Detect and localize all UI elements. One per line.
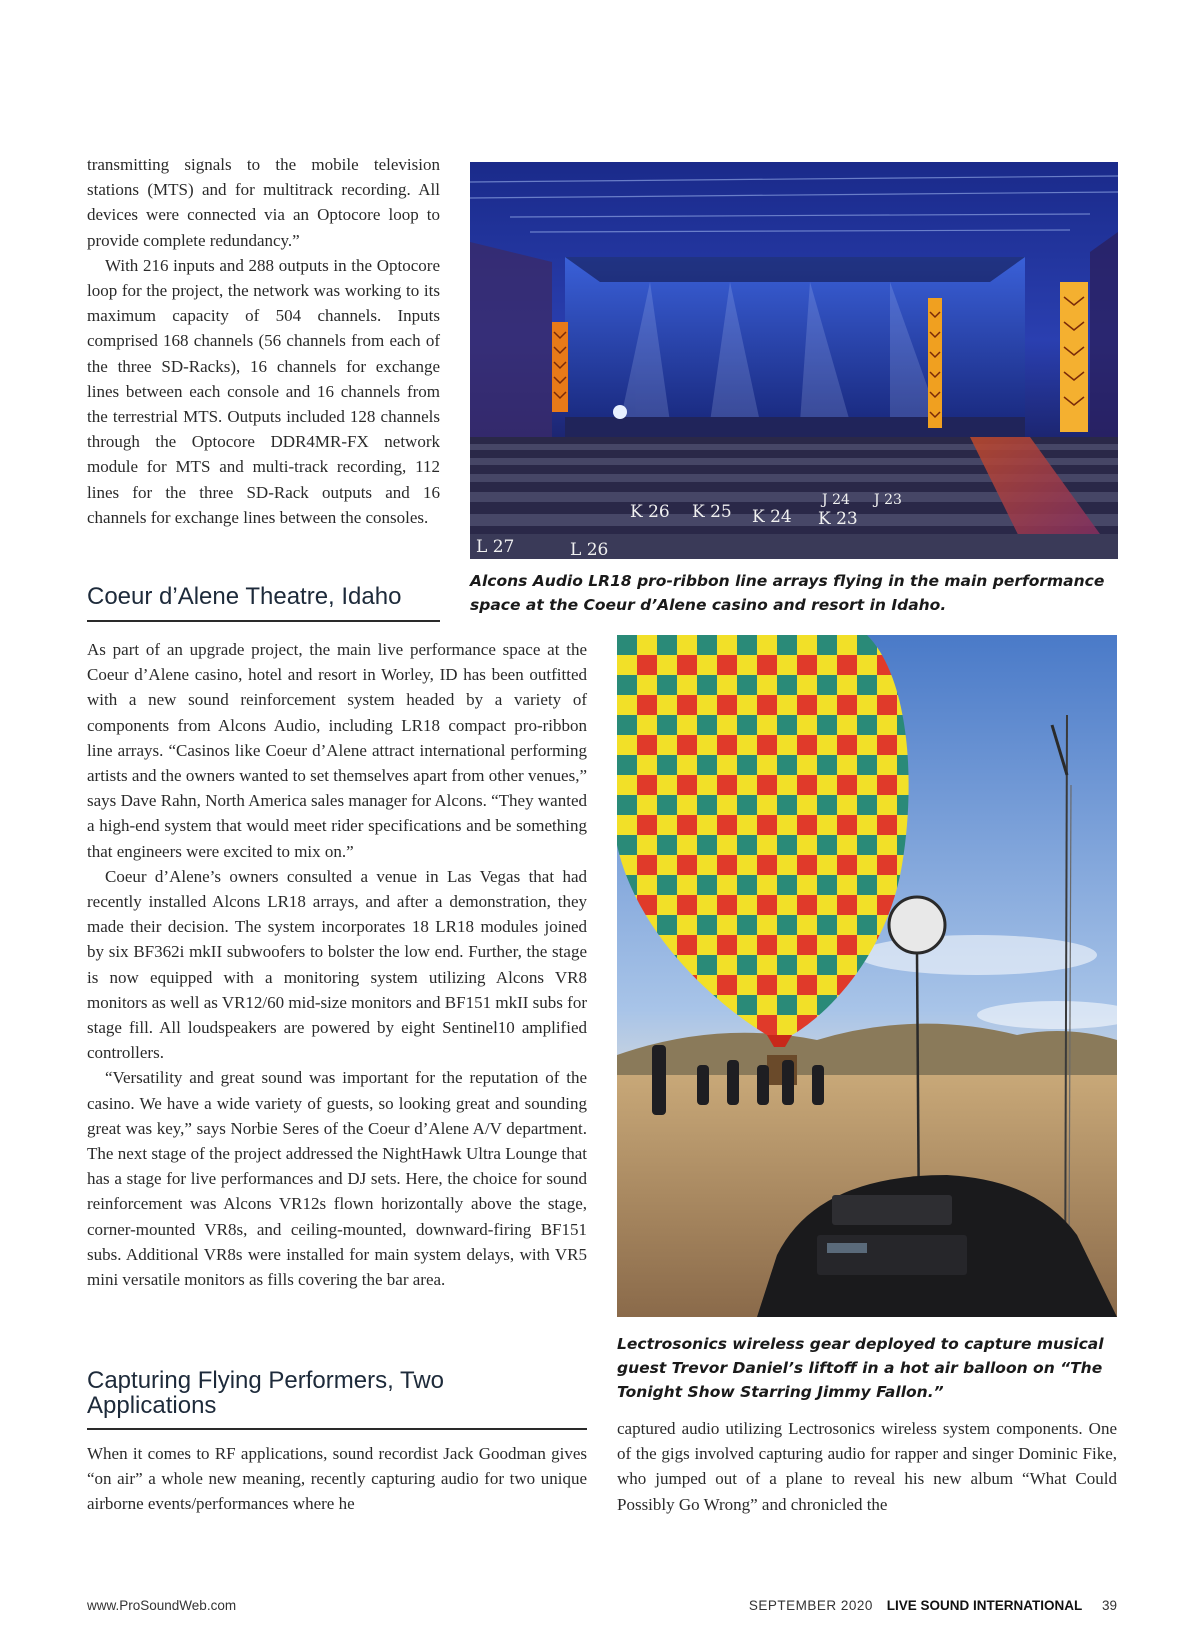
text-column-section2-right xyxy=(617,1416,1117,1517)
section-heading-capturing-flying: Capturing Flying Performers, Two Applications xyxy=(87,1367,445,1419)
balloon-photo xyxy=(617,635,1117,1317)
heading-rule xyxy=(87,620,440,622)
footer-magazine: LIVE SOUND INTERNATIONAL xyxy=(886,1598,1083,1613)
seat-label: L 26 xyxy=(570,540,609,559)
paragraph: “Versatility and great sound was important for the reputation of the casino. We have a wide variety of guests, so looking great and sounding great was key,” says Norbie Seres of the Coeur d’Alene A/V department. The next stage of the project addressed the NightHawk Ultra Lounge that has a stage for live performances and DJ sets. Here, the choice for sound reinforcement was Alcons VR12s flown horizontally above the stage, corner-mounted VR8s, and ceiling-mounted, downward-firing BF151 subs. Additional VR8s were installed for main system delays, with VR5 mini versatile monitors as fills covering the bar area. xyxy=(87,1068,587,1290)
paragraph: Coeur d’Alene’s owners consulted a venue in Las Vegas that had recently installed Alcons LR18 arrays, and after a demonstration, they made their decision. The system incorporates 18 LR18 modules joined by six BF362i mkII subwoofers to bolster the low end. Further, the stage is now equipped with a monitoring system utilizing Alcons VR8 monitors as well as VR12/60 mid-size monitors and BF151 mkII subs for stage fill. All loudspeakers are powered by eight Sentinel10 amplified controllers. xyxy=(87,866,587,1063)
theatre-photo-caption: Alcons Audio LR18 pro-ribbon line arrays flying in the main performance space at the Coeur d’Alene casino and resort in Idaho. xyxy=(470,572,1105,614)
balloon-photo-caption: Lectrosonics wireless gear deployed to capture musical guest Trevor Daniel’s liftoff in a hot air balloon on “The Tonight Show Starring Jimmy Fallon.” xyxy=(617,1335,1104,1401)
paragraph: captured audio utilizing Lectrosonics wireless system components. One of the gigs involved capturing audio for rapper and singer Dominic Fike, who jumped out of a plane to reveal his new album “What Could Possibly Go Wrong” and chronicled the xyxy=(617,1419,1117,1514)
footer-right xyxy=(740,1598,1117,1613)
heading-rule xyxy=(87,1428,587,1430)
seat-label: K 26 xyxy=(630,502,670,522)
paragraph: When it comes to RF applications, sound recordist Jack Goodman gives “on air” a whole new meaning, recently capturing audio for two unique airborne events/performances where he xyxy=(87,1444,587,1514)
text-column-section2-left xyxy=(87,1441,587,1517)
section-heading-coeur-dalene: Coeur d’Alene Theatre, Idaho xyxy=(87,583,402,610)
seat-label: L 27 xyxy=(476,537,515,557)
footer-date: SEPTEMBER 2020 xyxy=(748,1598,873,1613)
seat-label: K 23 xyxy=(818,509,858,529)
paragraph: As part of an upgrade project, the main live performance space at the Coeur d’Alene casino, hotel and resort in Worley, ID has been outfitted with a new sound reinforcement system headed by a variety of components from Alcons Audio, including LR18 compact pro-ribbon line arrays. “Casinos like Coeur d’Alene attract international performing artists and the owners wanted to set themselves apart from other venues,” says Dave Rahn, North America sales manager for Alcons. “They wanted a high-end system that would meet rider specifications and be something that engineers were excited to mix on.” xyxy=(87,640,587,861)
footer-url: www.ProSoundWeb.com xyxy=(87,1598,237,1613)
seat-label: K 24 xyxy=(752,507,792,527)
paragraph: transmitting signals to the mobile television stations (MTS) and for multitrack recording. All devices were connected via an Optocore loop to provide complete redundancy.” xyxy=(87,155,440,250)
text-column-left-top xyxy=(87,152,440,530)
paragraph: With 216 inputs and 288 outputs in the Optocore loop for the project, the network was working to its maximum capacity of 504 channels. Inputs comprised 168 channels (56 channels from each of the three SD-Racks), 16 channels for exchange lines between each console and 16 channels from the terrestrial MTS. Outputs included 128 channels through the Optocore DDR4MR-FX network module for MTS and multi-track recording, 112 lines for the three SD-Rack outputs and 16 channels for exchange lines between the consoles. xyxy=(87,255,440,527)
theatre-photo xyxy=(470,162,1118,559)
seat-label: J 24 xyxy=(822,492,850,508)
seat-label: J 23 xyxy=(874,492,902,508)
text-column-section1 xyxy=(87,637,587,1292)
page-number: 39 xyxy=(1101,1598,1117,1613)
seat-label: K 25 xyxy=(692,502,732,522)
